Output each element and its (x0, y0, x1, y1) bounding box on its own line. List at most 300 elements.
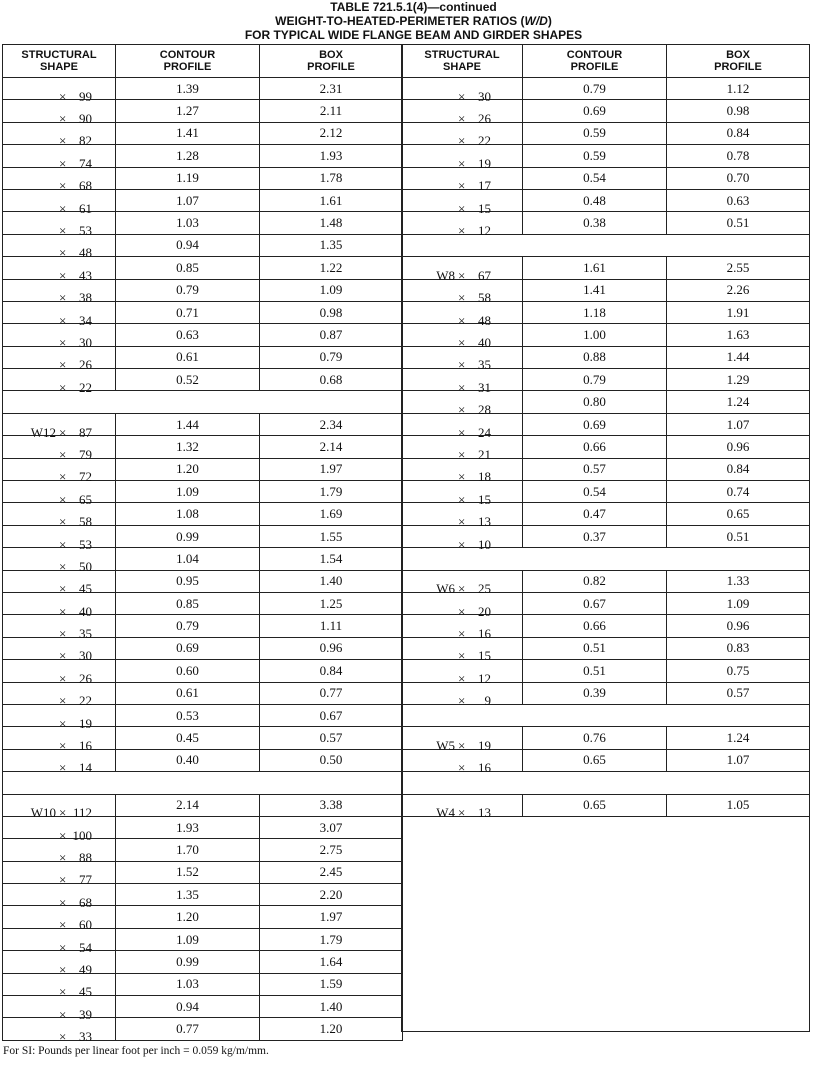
table-row (3, 189, 403, 211)
empty-cell (667, 988, 810, 1009)
times-symbol: × (458, 155, 466, 171)
empty-row (402, 838, 810, 859)
shape-weight: 30 (79, 648, 92, 664)
empty-cell (523, 967, 667, 988)
structural-shape-cell (3, 839, 116, 865)
contour-profile-cell: 0.61 (116, 346, 260, 368)
times-symbol: × (59, 738, 67, 754)
shape-weight: 24 (478, 424, 491, 440)
box-profile-cell: 0.98 (260, 301, 403, 323)
box-profile-cell: 1.97 (260, 906, 403, 928)
shape-weight: 40 (79, 603, 92, 619)
empty-cell (523, 988, 667, 1009)
box-profile-cell: 0.57 (667, 682, 810, 704)
structural-shape-cell (3, 861, 116, 888)
times-symbol: × (458, 357, 466, 373)
times-symbol: × (458, 469, 466, 485)
times-symbol: × (59, 648, 67, 664)
contour-profile-cell: 1.41 (523, 279, 667, 301)
times-symbol: × (59, 200, 67, 216)
box-profile-cell: 2.12 (260, 122, 403, 144)
shape-weight: 33 (79, 1029, 92, 1045)
times-symbol: × (59, 536, 67, 552)
table-row (3, 122, 403, 144)
shape-weight: 9 (484, 693, 491, 709)
shape-weight: 19 (478, 155, 491, 171)
shape-weight: 35 (79, 626, 92, 642)
contour-profile-cell: 0.69 (523, 413, 667, 435)
table-row (3, 996, 403, 1018)
empty-cell (402, 838, 523, 859)
table-row (3, 727, 403, 749)
table-row (3, 637, 403, 659)
box-profile-cell: 0.57 (260, 727, 403, 749)
times-symbol: × (59, 357, 67, 373)
table-row (3, 145, 403, 167)
shape-series: W4 (436, 805, 455, 821)
structural-shape-cell (402, 145, 523, 171)
shape-weight: 10 (478, 536, 491, 552)
table-row (3, 615, 403, 637)
shape-weight: 20 (478, 603, 491, 619)
shape-weight: 28 (478, 402, 491, 418)
table-row (3, 884, 403, 906)
structural-shape-cell (402, 592, 523, 619)
structural-shape-cell (3, 727, 116, 754)
box-profile-cell: 0.63 (667, 189, 810, 211)
structural-shape-cell (3, 145, 116, 171)
box-profile-cell: 1.09 (260, 279, 403, 301)
table-row (402, 682, 810, 704)
times-symbol: × (59, 88, 67, 104)
shape-series: W8 (436, 267, 455, 283)
table-row (3, 413, 403, 435)
structural-shape-cell (3, 615, 116, 642)
structural-shape-cell (402, 324, 523, 350)
table-row (402, 301, 810, 323)
table-row (3, 100, 403, 122)
times-symbol: × (59, 939, 67, 955)
times-symbol: × (59, 223, 67, 239)
empty-cell (402, 902, 523, 923)
empty-row (402, 1009, 810, 1031)
spacer-cell (667, 772, 810, 794)
shape-weight: 90 (79, 111, 92, 127)
box-profile-cell: 0.50 (260, 749, 403, 771)
contour-profile-cell: 0.85 (116, 257, 260, 279)
spacer-cell (667, 704, 810, 726)
times-symbol: × (59, 155, 67, 171)
box-profile-cell: 1.69 (260, 503, 403, 525)
structural-shape-cell (3, 436, 116, 462)
times-symbol: × (59, 670, 67, 686)
left-data-table (2, 44, 403, 1045)
box-profile-cell: 1.33 (667, 570, 810, 592)
header-contour-profile: CONTOUR PROFILE (523, 45, 667, 78)
contour-profile-cell: 0.40 (116, 749, 260, 771)
table-row (3, 324, 403, 346)
times-symbol: × (458, 402, 466, 418)
shape-weight: 12 (478, 223, 491, 239)
shape-weight: 26 (478, 111, 491, 127)
structural-shape-cell (402, 525, 523, 552)
table-row (402, 481, 810, 503)
shape-weight: 53 (79, 223, 92, 239)
box-profile-cell: 1.55 (260, 525, 403, 547)
contour-profile-cell: 0.65 (523, 749, 667, 771)
contour-profile-cell: 0.66 (523, 615, 667, 637)
times-symbol: × (59, 984, 67, 1000)
box-profile-cell: 2.31 (260, 78, 403, 100)
times-symbol: × (59, 245, 67, 261)
empty-row (402, 902, 810, 923)
times-symbol: × (458, 312, 466, 328)
structural-shape-cell (3, 279, 116, 306)
structural-shape-cell (402, 346, 523, 373)
shape-weight: 48 (478, 312, 491, 328)
times-symbol: × (458, 514, 466, 530)
contour-profile-cell: 0.65 (523, 794, 667, 816)
structural-shape-cell (3, 906, 116, 933)
structural-shape-cell (3, 884, 116, 910)
table-row (402, 122, 810, 144)
shape-weight: 60 (79, 917, 92, 933)
structural-shape-cell (3, 951, 116, 977)
empty-row (402, 988, 810, 1009)
table-row (402, 212, 810, 234)
empty-cell (523, 838, 667, 859)
structural-shape-cell (402, 615, 523, 642)
times-symbol: × (59, 827, 67, 843)
structural-shape-cell (402, 660, 523, 686)
times-symbol: × (59, 603, 67, 619)
box-profile-cell: 0.67 (260, 704, 403, 726)
header-structural-shape: STRUCTURAL SHAPE (402, 45, 523, 78)
box-profile-cell: 2.14 (260, 436, 403, 458)
box-profile-cell: 0.84 (667, 458, 810, 480)
structural-shape-cell (3, 503, 116, 530)
contour-profile-cell: 0.59 (523, 145, 667, 167)
times-symbol: × (59, 872, 67, 888)
contour-profile-cell: 1.61 (523, 257, 667, 279)
times-symbol: × (59, 178, 67, 194)
times-symbol: × (458, 178, 466, 194)
empty-cell (667, 1009, 810, 1031)
box-profile-cell: 1.93 (260, 145, 403, 167)
contour-profile-cell: 0.60 (116, 660, 260, 682)
shape-weight: 112 (72, 805, 92, 821)
box-profile-cell: 1.40 (260, 996, 403, 1018)
shape-weight: 22 (79, 379, 92, 395)
contour-profile-cell: 1.03 (116, 212, 260, 234)
structural-shape-cell (3, 481, 116, 507)
contour-profile-cell: 0.79 (523, 369, 667, 391)
empty-cell (667, 945, 810, 966)
times-symbol: × (59, 491, 67, 507)
shape-weight: 30 (478, 88, 491, 104)
empty-row (402, 967, 810, 988)
table-row (402, 391, 810, 413)
box-profile-cell: 3.38 (260, 794, 403, 816)
table-row (402, 369, 810, 391)
structural-shape-cell (3, 682, 116, 709)
box-profile-cell: 2.11 (260, 100, 403, 122)
times-symbol: × (59, 111, 67, 127)
table-row (402, 570, 810, 592)
box-profile-cell: 0.96 (667, 436, 810, 458)
box-profile-cell: 1.24 (667, 391, 810, 413)
empty-cell (402, 1009, 523, 1031)
shape-weight: 54 (79, 939, 92, 955)
table-row (402, 592, 810, 614)
shape-weight: 15 (478, 648, 491, 664)
box-profile-cell: 1.07 (667, 413, 810, 435)
shape-weight: 67 (478, 267, 491, 283)
table-title-line3: FOR TYPICAL WIDE FLANGE BEAM AND GIRDER SHAPES (244, 28, 583, 42)
contour-profile-cell: 0.51 (523, 660, 667, 682)
structural-shape-cell (3, 637, 116, 664)
spacer-cell (116, 391, 260, 413)
box-profile-cell: 1.91 (667, 301, 810, 323)
box-profile-cell: 1.07 (667, 749, 810, 771)
table-row (402, 324, 810, 346)
shape-weight: 15 (478, 491, 491, 507)
shape-series: W10 (30, 805, 56, 821)
contour-profile-cell: 0.95 (116, 570, 260, 592)
table-title-line1: TABLE 721.5.1(4)—continued (330, 0, 497, 14)
table-row (3, 839, 403, 861)
shape-weight: 49 (79, 961, 92, 977)
right-data-table (401, 44, 810, 1032)
structural-shape-cell (402, 794, 523, 821)
box-profile-cell: 0.74 (667, 481, 810, 503)
box-profile-cell: 1.59 (260, 973, 403, 995)
times-symbol: × (458, 603, 466, 619)
table-row (3, 458, 403, 480)
contour-profile-cell: 1.08 (116, 503, 260, 525)
structural-shape-cell (402, 212, 523, 239)
shape-weight: 17 (478, 178, 491, 194)
table-row (402, 346, 810, 368)
times-symbol: × (458, 200, 466, 216)
shape-weight: 58 (478, 290, 491, 306)
empty-cell (402, 924, 523, 945)
contour-profile-cell: 0.53 (116, 704, 260, 726)
shape-weight: 34 (79, 312, 92, 328)
empty-cell (667, 838, 810, 859)
structural-shape-cell (402, 167, 523, 194)
table-row (402, 458, 810, 480)
contour-profile-cell: 0.94 (116, 234, 260, 256)
box-profile-cell: 2.26 (667, 279, 810, 301)
shape-weight: 58 (79, 514, 92, 530)
shape-weight: 40 (478, 334, 491, 350)
structural-shape-cell (402, 503, 523, 530)
table-row (3, 570, 403, 592)
header-row (3, 45, 403, 78)
shape-weight: 26 (79, 357, 92, 373)
table-row (402, 189, 810, 211)
box-profile-cell: 2.20 (260, 884, 403, 906)
times-symbol: × (458, 648, 466, 664)
shape-weight: 12 (478, 670, 491, 686)
structural-shape-cell (402, 436, 523, 462)
times-symbol: × (59, 334, 67, 350)
box-profile-cell: 2.55 (667, 257, 810, 279)
structural-shape-cell (3, 704, 116, 731)
structural-shape-cell (3, 1018, 116, 1045)
table-row (3, 212, 403, 234)
shape-weight: 13 (478, 805, 491, 821)
structural-shape-cell (402, 122, 523, 149)
box-profile-cell: 1.25 (260, 592, 403, 614)
times-symbol: × (59, 805, 67, 821)
box-profile-cell: 1.29 (667, 369, 810, 391)
table-row (3, 704, 403, 726)
structural-shape-cell (3, 525, 116, 552)
structural-shape-cell (3, 458, 116, 485)
box-profile-cell: 1.79 (260, 481, 403, 503)
structural-shape-cell (3, 570, 116, 597)
box-profile-cell: 1.12 (667, 78, 810, 100)
structural-shape-cell (3, 212, 116, 239)
box-profile-cell: 3.07 (260, 816, 403, 838)
times-symbol: × (59, 379, 67, 395)
times-symbol: × (59, 469, 67, 485)
shape-weight: 39 (79, 1006, 92, 1022)
box-profile-cell: 1.64 (260, 951, 403, 973)
structural-shape-cell (402, 189, 523, 216)
box-profile-cell: 1.05 (667, 794, 810, 816)
table-row (3, 592, 403, 614)
shape-weight: 48 (79, 245, 92, 261)
structural-shape-cell (3, 928, 116, 955)
times-symbol: × (59, 267, 67, 283)
contour-profile-cell: 1.00 (523, 324, 667, 346)
shape-weight: 72 (79, 469, 92, 485)
box-profile-cell: 0.77 (260, 682, 403, 704)
spacer-cell (523, 704, 667, 726)
times-symbol: × (458, 267, 466, 283)
contour-profile-cell: 0.67 (523, 592, 667, 614)
table-row (3, 548, 403, 570)
shape-weight: 79 (79, 446, 92, 462)
times-symbol: × (458, 626, 466, 642)
box-profile-cell: 1.11 (260, 615, 403, 637)
contour-profile-cell: 1.04 (116, 548, 260, 570)
table-row (3, 951, 403, 973)
table-row (3, 660, 403, 682)
box-profile-cell: 1.78 (260, 167, 403, 189)
box-profile-cell: 2.34 (260, 413, 403, 435)
table-row (402, 727, 810, 749)
contour-profile-cell: 0.99 (116, 525, 260, 547)
structural-shape-cell (402, 727, 523, 754)
shape-weight: 99 (79, 88, 92, 104)
empty-cell (523, 816, 667, 838)
structural-shape-cell (3, 413, 116, 440)
table-row (3, 167, 403, 189)
times-symbol: × (458, 111, 466, 127)
times-symbol: × (59, 290, 67, 306)
box-profile-cell: 1.35 (260, 234, 403, 256)
contour-profile-cell: 1.41 (116, 122, 260, 144)
structural-shape-cell (3, 660, 116, 686)
shape-weight: 74 (79, 155, 92, 171)
table-row (3, 749, 403, 771)
contour-profile-cell: 1.70 (116, 839, 260, 861)
contour-profile-cell: 1.32 (116, 436, 260, 458)
contour-profile-cell: 0.59 (523, 122, 667, 144)
contour-profile-cell: 0.80 (523, 391, 667, 413)
shape-weight: 77 (79, 872, 92, 888)
spacer-cell (260, 772, 403, 794)
structural-shape-cell (3, 257, 116, 283)
box-profile-cell: 1.54 (260, 548, 403, 570)
box-profile-cell: 0.84 (260, 660, 403, 682)
shape-weight: 15 (478, 200, 491, 216)
shape-weight: 25 (478, 581, 491, 597)
shape-weight: 13 (478, 514, 491, 530)
shape-weight: 65 (79, 491, 92, 507)
structural-shape-cell (3, 346, 116, 373)
empty-row (402, 924, 810, 945)
table-row (3, 279, 403, 301)
empty-cell (402, 881, 523, 902)
header-box-profile: BOX PROFILE (260, 45, 403, 78)
structural-shape-cell (402, 481, 523, 507)
structural-shape-cell (3, 78, 116, 104)
times-symbol: × (458, 670, 466, 686)
empty-cell (667, 902, 810, 923)
spacer-cell (667, 234, 810, 256)
times-symbol: × (458, 424, 466, 440)
table-row (402, 436, 810, 458)
empty-cell (402, 988, 523, 1009)
box-profile-cell: 0.98 (667, 100, 810, 122)
structural-shape-cell (3, 189, 116, 216)
contour-profile-cell: 0.51 (523, 637, 667, 659)
contour-profile-cell: 0.61 (116, 682, 260, 704)
contour-profile-cell: 1.35 (116, 884, 260, 906)
times-symbol: × (458, 88, 466, 104)
box-profile-cell: 0.78 (667, 145, 810, 167)
times-symbol: × (59, 133, 67, 149)
contour-profile-cell: 0.88 (523, 346, 667, 368)
contour-profile-cell: 0.76 (523, 727, 667, 749)
shape-weight: 87 (79, 424, 92, 440)
structural-shape-cell (402, 637, 523, 664)
shape-weight: 31 (478, 379, 491, 395)
times-symbol: × (458, 805, 466, 821)
table-row (402, 749, 810, 771)
structural-shape-cell (402, 369, 523, 395)
times-symbol: × (458, 133, 466, 149)
table-row (3, 1018, 403, 1040)
spacer-cell (523, 772, 667, 794)
structural-shape-cell (3, 749, 116, 776)
times-symbol: × (458, 223, 466, 239)
empty-cell (523, 924, 667, 945)
shape-weight: 68 (79, 894, 92, 910)
box-profile-cell: 0.87 (260, 324, 403, 346)
structural-shape-cell (3, 301, 116, 328)
contour-profile-cell: 0.79 (116, 279, 260, 301)
table-row (402, 637, 810, 659)
shape-series: W12 (30, 424, 56, 440)
box-profile-cell: 0.65 (667, 503, 810, 525)
box-profile-cell: 0.68 (260, 369, 403, 391)
